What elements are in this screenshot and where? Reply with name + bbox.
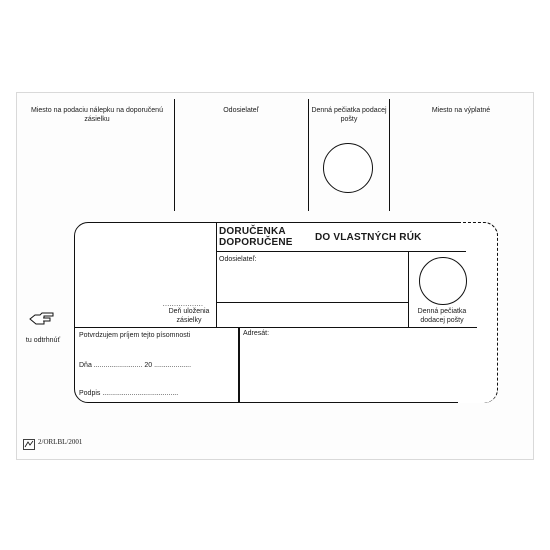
divider-2 <box>308 99 309 211</box>
deposit-date-label: Deň uloženia zásielky <box>168 308 210 324</box>
sticker-area-label: Miesto na podaciu nálepku na doporučenú zásielku <box>31 107 163 123</box>
card-sender-label: Odosielateľ: <box>219 256 257 263</box>
receipt-card <box>74 222 498 403</box>
card-divider-bottom <box>238 327 240 403</box>
tear-label: tu odtrhnúť <box>25 337 61 344</box>
postage-label: Miesto na výplatné <box>431 107 491 114</box>
sender-label-top: Odosielateľ <box>223 107 259 114</box>
addressee-label: Adresát: <box>243 330 270 337</box>
card-title-line2: DOPORUČENE <box>219 237 293 248</box>
delivery-stamp-label: Denná pečiatka dodacej pošty <box>417 308 467 324</box>
deposit-dots: .................. <box>162 301 204 308</box>
card-middle-line <box>75 327 477 328</box>
card-sender-line <box>216 302 408 303</box>
stamp-label-top: Denná pečiatka podacej pošty <box>311 107 387 123</box>
form-code: 2/ORLBL/2001 <box>38 438 83 446</box>
confirm-label: Potvrdzujem príjem tejto písomnosti <box>79 332 191 339</box>
envelope-sheet <box>16 92 534 460</box>
date-field: Dňa ......................... 20 ................... <box>79 362 192 369</box>
card-header-line <box>216 251 466 252</box>
card-title-line1: DORUČENKA <box>219 226 286 237</box>
divider-1 <box>174 99 175 211</box>
card-title-right: DO VLASTNÝCH RÚK <box>315 232 422 243</box>
divider-3 <box>389 99 390 211</box>
signature-field: Podpis ....................................... <box>79 390 179 397</box>
pointing-hand-icon <box>29 311 55 332</box>
stamp-circle-top <box>323 143 373 193</box>
post-logo-icon <box>23 437 35 455</box>
stamp-circle-card <box>419 257 467 305</box>
